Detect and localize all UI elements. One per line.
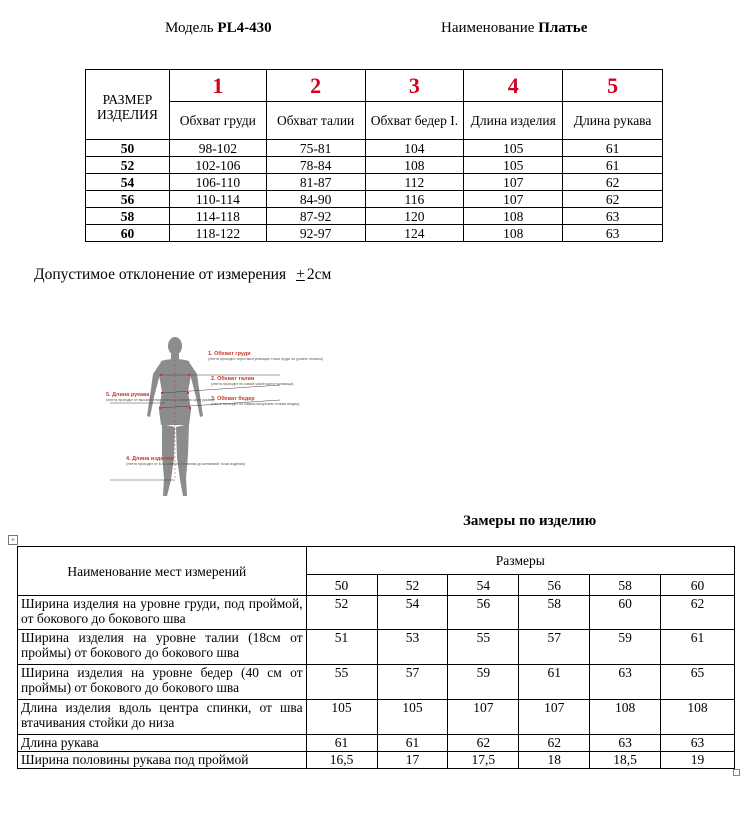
col-header: Длина изделия [464,102,563,140]
size-cell: 52 [86,157,170,174]
measurement-value: 58 [519,596,590,630]
figure-note: (лента проходит по самым выпуклым точкам ягодиц) [211,402,300,406]
size-table-body [86,140,663,242]
size-row [86,225,663,242]
size-row [86,174,663,191]
measurement-value: 55 [306,665,377,700]
place-name-header-text: Наименование мест измерений [67,563,247,579]
size-row [86,157,663,174]
value-cell: 124 [365,225,464,242]
value-cell: 98-102 [169,140,266,157]
col-number: 3 [365,70,464,102]
value-cell: 120 [365,208,464,225]
size-column-header: 56 [519,575,590,596]
value-cell: 112 [365,174,464,191]
measurement-row [18,700,735,735]
table-resize-handle[interactable] [733,769,740,776]
measurement-value: 107 [448,700,519,735]
model-label: Модель [165,20,218,36]
size-cell: 50 [86,140,170,157]
table-move-handle[interactable]: + [8,535,18,545]
product-name-label: Наименование [441,20,539,36]
measurement-value: 57 [519,630,590,665]
value-cell: 102-106 [169,157,266,174]
measurement-value: 63 [661,735,735,752]
figure-label: 4. Длина изделия [126,456,174,462]
value-cell: 75-81 [266,140,365,157]
value-cell: 105 [464,140,563,157]
size-column-header: 52 [377,575,448,596]
measurement-value: 61 [661,630,735,665]
sizes-header: Размеры [306,547,734,575]
col-header: Обхват талии [266,102,365,140]
figure-note: (лента проходит от высшей точки плеча до нижнего края рукава) [106,398,215,402]
size-cell: 58 [86,208,170,225]
measurement-value: 108 [661,700,735,735]
measurement-value: 62 [448,735,519,752]
measurement-row [18,596,735,630]
plus-minus-sign: + [296,266,305,283]
measurement-figure [105,330,324,500]
size-cell: 60 [86,225,170,242]
measurement-name: Ширина половины рукава под проймой [18,752,307,769]
figure-note: (лента проходит через выступающие точки груди на уровне лопаток) [208,357,324,361]
measurement-name: Длина рукава [18,735,307,752]
value-cell: 110-114 [169,191,266,208]
model-line [165,20,272,37]
measurement-row [18,665,735,700]
tolerance-note [34,266,331,284]
measurement-value: 63 [590,735,661,752]
measurement-value: 59 [448,665,519,700]
measurement-value: 54 [377,596,448,630]
value-cell: 84-90 [266,191,365,208]
size-corner-header [86,70,170,140]
measurement-value: 62 [661,596,735,630]
measurements-body [18,596,735,769]
measurement-name: Ширина изделия на уровне бедер (40 см от проймы) от бокового до бокового шва [18,665,307,700]
measurement-value: 60 [590,596,661,630]
measurement-value: 18 [519,752,590,769]
measurement-value: 61 [306,735,377,752]
value-cell: 107 [464,191,563,208]
size-column-header: 60 [661,575,735,596]
measurement-value: 57 [377,665,448,700]
measurement-value: 62 [519,735,590,752]
tolerance-value: 2см [306,266,332,283]
value-cell: 104 [365,140,464,157]
value-cell: 61 [563,140,663,157]
measurement-name: Ширина изделия на уровне груди, под проймой, от бокового до бокового шва [18,596,307,630]
size-column-header: 58 [590,575,661,596]
measurement-value: 63 [590,665,661,700]
figure-label: 3. Обхват бедер [211,396,255,402]
value-cell: 107 [464,174,563,191]
value-cell: 116 [365,191,464,208]
product-name-line [441,20,587,37]
col-number: 1 [169,70,266,102]
value-cell: 63 [563,225,663,242]
measurements-table [17,546,735,769]
measurement-value: 107 [519,700,590,735]
size-cell: 56 [86,191,170,208]
measurements-title: Замеры по изделию [463,513,597,529]
measurement-value: 105 [377,700,448,735]
value-cell: 78-84 [266,157,365,174]
product-name-value: Платье [538,20,588,36]
figure-label: 5. Длина рукава [106,392,150,398]
value-cell: 105 [464,157,563,174]
value-cell: 62 [563,191,663,208]
value-cell: 62 [563,174,663,191]
measurement-value: 52 [306,596,377,630]
measurement-row [18,752,735,769]
measurement-value: 18,5 [590,752,661,769]
size-column-header: 50 [306,575,377,596]
size-row [86,208,663,225]
measurement-value: 59 [590,630,661,665]
figure-note: (лента проходит от 6-го шейного позвонка до желаемой точки изделия) [126,462,246,466]
figure-label: 1. Обхват груди [208,351,251,357]
col-header: Обхват груди [169,102,266,140]
measurement-name: Длина изделия вдоль центра спинки, от шва втачивания стойки до низа [18,700,307,735]
size-row [86,140,663,157]
model-value: PL4-430 [217,20,272,36]
col-number: 5 [563,70,663,102]
value-cell: 63 [563,208,663,225]
size-column-header: 54 [448,575,519,596]
value-cell: 81-87 [266,174,365,191]
measurement-value: 65 [661,665,735,700]
measurement-value: 105 [306,700,377,735]
measurement-value: 55 [448,630,519,665]
size-cell: 54 [86,174,170,191]
place-name-header [18,547,307,596]
value-cell: 87-92 [266,208,365,225]
value-cell: 108 [464,208,563,225]
value-cell: 108 [365,157,464,174]
figure-note: (лента проходит по самой узкой части туловища) [211,382,294,386]
value-cell: 92-97 [266,225,365,242]
col-header: Длина рукава [563,102,663,140]
value-cell: 118-122 [169,225,266,242]
measurement-value: 19 [661,752,735,769]
value-cell: 106-110 [169,174,266,191]
measurement-value: 53 [377,630,448,665]
value-cell: 108 [464,225,563,242]
measurement-value: 17 [377,752,448,769]
measurement-row [18,735,735,752]
tolerance-text: Допустимое отклонение от измерения [34,266,287,283]
measurement-value: 51 [306,630,377,665]
size-row [86,191,663,208]
measurement-value: 16,5 [306,752,377,769]
measurement-value: 56 [448,596,519,630]
col-header: Обхват бедер I. [365,102,464,140]
measurement-value: 17,5 [448,752,519,769]
figure-label: 2. Обхват талии [211,376,255,382]
measurement-value: 61 [519,665,590,700]
size-table [85,69,663,242]
measurement-value: 61 [377,735,448,752]
col-number: 2 [266,70,365,102]
measurement-value: 108 [590,700,661,735]
col-number: 4 [464,70,563,102]
size-corner-text: РАЗМЕР ИЗДЕЛИЯ [97,91,158,122]
measurement-name: Ширина изделия на уровне талии (18см от проймы) от бокового до бокового шва [18,630,307,665]
value-cell: 61 [563,157,663,174]
value-cell: 114-118 [169,208,266,225]
measurement-row [18,630,735,665]
